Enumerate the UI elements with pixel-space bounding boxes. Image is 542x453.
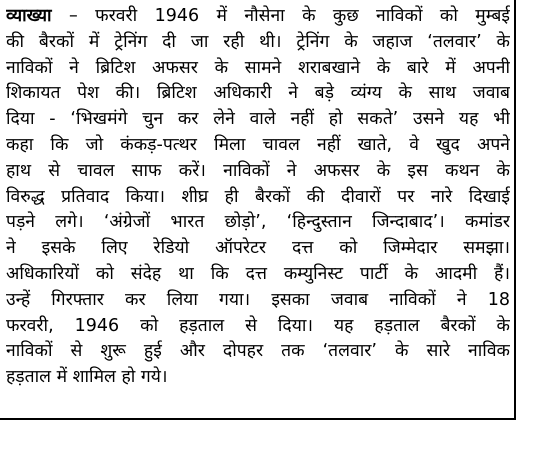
paragraph-line-9: पड़ने लगे। ‘अंग्रेजों भारत छोड़ो’, ‘हिन्दुस्तान जिन्दाबाद’। कमांडर [6,212,510,233]
paragraph-line-13: फरवरी, 1946 को हड़ताल से दिया। यह हड़ताल बैरकों के [6,315,510,336]
paragraph-line-15: हड़ताल में शामिल हो गये। [6,367,168,388]
explanation-paragraph [6,4,510,391]
paragraph-line-7: हाथ से चावल साफ करें। नाविकों ने अफसर के इस कथन के [6,160,510,181]
explanation-heading: व्याख्या [6,6,52,26]
paragraph-line-1 [6,4,510,30]
paragraph-line-11: अधिकारियों को संदेह था कि दत्त कम्युनिस्ट पार्टी के आदमी हैं। [6,263,510,284]
paragraph-line-5: दिया - ‘भिखमंगे चुन कर लेने वाले नहीं हो सकते’ उसने यह भी [6,109,510,130]
paragraph-line-6: कहा कि जो कंकड़-पत्थर मिला चावल नहीं खाते, वे खुद अपने [6,134,510,155]
paragraph-line-10: ने इसके लिए रेडियो ऑपरेटर दत्त को जिम्मेदार समझा। [6,238,510,259]
paragraph-line-1-text: – फरवरी 1946 में नौसेना के कुछ नाविकों को मुम्बई [51,6,510,26]
paragraph-line-14: नाविकों से शुरू हुई और दोपहर तक ‘तलवार’ के सारे नाविक [6,341,510,362]
paragraph-line-2: की बैरकों में ट्रेनिंग दी जा रही थी। ट्रेनिंग के जहाज ‘तलवार’ के [6,31,510,52]
paragraph-line-12: उन्हें गिरफ्तार कर लिया गया। इसका जवाब नाविकों ने 18 [6,289,510,310]
paragraph-line-8: विरुद्ध प्रतिवाद किया। शीघ्र ही बैरकों की दीवारों पर नारे दिखाई [6,186,510,207]
paragraph-line-3: नाविकों ने ब्रिटिश अफसर के सामने शराबखाने के बारे में अपनी [6,57,510,78]
paragraph-line-4: शिकायत पेश की। ब्रिटिश अधिकारी ने बड़े व्यंग्य के साथ जवाब [6,83,510,104]
